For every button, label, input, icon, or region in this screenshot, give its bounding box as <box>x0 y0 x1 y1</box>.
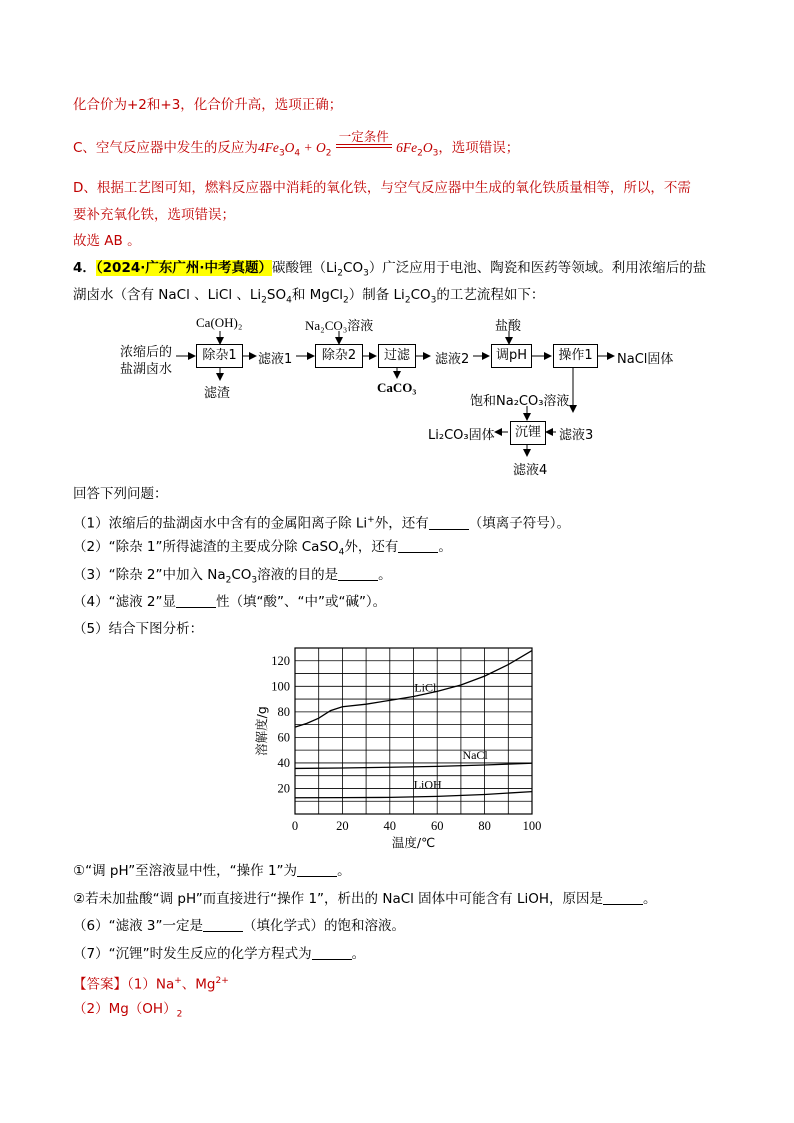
stem-sub: 3 <box>363 268 369 279</box>
answer-blank[interactable] <box>297 863 337 877</box>
residue-label: 滤渣 <box>204 386 231 401</box>
step-box-purify1: 除杂1 <box>196 344 243 368</box>
q1-text: 外，还有 <box>374 515 429 532</box>
precipitate-caco3: CaCO₃ <box>377 380 417 395</box>
product-nacl-solid: NaCl固体 <box>617 352 674 367</box>
filtrate2-label: 滤液2 <box>435 352 470 367</box>
question-6 <box>73 917 405 935</box>
stem-text: 和 MgCl <box>291 287 344 303</box>
question-4-line2 <box>73 286 544 310</box>
step-box-purify2: 除杂2 <box>315 344 363 368</box>
q3-text: （3）“除杂 2”中加入 Na <box>73 567 226 583</box>
q4-text: （4）“滤液 2”显 <box>73 594 176 610</box>
q6-text: （填化学式）的饱和溶液。 <box>242 918 405 934</box>
answer-text: （1）Na <box>127 976 175 993</box>
filtrate1-label: 滤液1 <box>258 352 293 367</box>
q5-1-text: 。 <box>337 863 351 879</box>
prev-option-c <box>73 129 520 163</box>
answer-sup: 2+ <box>215 976 229 986</box>
stem-text: ）制备 Li <box>348 287 405 303</box>
question-3 <box>73 566 392 590</box>
q1-sup: + <box>367 515 375 525</box>
stem-text: SO <box>266 287 287 303</box>
question-number: 4． <box>73 260 96 276</box>
q5-2-text: 。 <box>643 891 657 907</box>
eq-right-o: O <box>422 140 433 155</box>
series-label-nacl: NaCl <box>462 748 488 763</box>
series-label-lioh: LiOH <box>413 777 442 792</box>
prev-option-d-line2: 要补充氧化铁，选项错误； <box>73 207 235 223</box>
answer-blank[interactable] <box>203 918 243 932</box>
step-box-operation1: 操作1 <box>553 344 598 368</box>
stem-text: ）广泛应用于电池、陶瓷和医药等领域。利用浓缩后的盐 <box>368 260 707 276</box>
answer-blank[interactable] <box>338 567 378 581</box>
q7-text: （7）“沉锂”时发生反应的化学方程式为 <box>73 946 312 962</box>
y-tick-label: 60 <box>277 730 290 745</box>
stem-text: 碳酸锂（Li <box>272 260 338 276</box>
questions-intro: 回答下列问题： <box>73 486 168 502</box>
answer-label: 【答案】 <box>73 976 127 993</box>
filtrate3-label: 滤液3 <box>559 428 594 443</box>
answer-text: （2）Mg（OH） <box>73 1001 177 1017</box>
y-tick-label: 120 <box>271 653 290 668</box>
q7-text: 。 <box>351 946 366 962</box>
step-box-lithium-precipitation: 沉锂 <box>510 421 546 445</box>
q2-text: （2）“除杂 1”所得滤渣的主要成分除 CaSO <box>73 539 339 555</box>
flow-start-line1: 浓缩后的 <box>120 345 173 360</box>
eq-o2-sub: 2 <box>325 148 332 159</box>
step-box-filter: 过滤 <box>378 344 416 368</box>
q3-text: CO <box>231 567 252 583</box>
solubility-chart <box>250 640 550 855</box>
stem-text: 湖卤水（含有 NaCl 、LiCl 、Li <box>73 287 262 303</box>
q6-text: （6）“滤液 3”一定是 <box>73 918 203 934</box>
q3-text: 。 <box>378 567 392 583</box>
reagent-hcl: 盐酸 <box>495 319 522 334</box>
question-5-2 <box>73 890 657 908</box>
eq-left-fe: Fe <box>264 140 279 155</box>
reagent-caoh2: Ca(OH)₂ <box>196 315 243 330</box>
eq-right-coef: 6 <box>396 140 403 155</box>
q2-text: 外，还有 <box>344 539 399 555</box>
x-axis-label: 温度/℃ <box>391 835 436 850</box>
q5-1-text: ①“调 pH”至溶液显中性，“操作 1”为 <box>73 863 298 879</box>
answer-line-1 <box>73 972 229 994</box>
reagent-na2co3: Na₂CO₃溶液 <box>305 318 374 333</box>
stem-sub: 2 <box>343 295 349 306</box>
y-axis-label: 溶解度/g <box>254 706 269 756</box>
question-source: （2024·广东广州·中考真题） <box>95 260 272 276</box>
eq-left-o: O <box>284 140 295 155</box>
question-5: （5）结合下图分析： <box>73 621 204 637</box>
y-tick-label: 40 <box>277 755 290 770</box>
q4-text: 性（填“酸”、“中”或“碱”）。 <box>215 594 387 610</box>
answer-blank[interactable] <box>603 891 643 905</box>
filtrate4-label: 滤液4 <box>513 463 548 478</box>
solubility-chart-svg <box>250 640 550 855</box>
answer-blank[interactable] <box>398 539 438 553</box>
eq-left-coef: 4 <box>257 140 265 155</box>
question-1 <box>73 511 570 533</box>
reaction-condition <box>336 129 392 154</box>
answer-blank[interactable] <box>312 946 352 960</box>
x-tick-label: 20 <box>336 819 349 833</box>
eq-right-fe: Fe <box>402 140 418 155</box>
option-c-prefix: C、空气反应器中发生的反应为 <box>73 140 258 156</box>
x-tick-label: 80 <box>478 819 491 833</box>
question-4-line1 <box>73 259 706 283</box>
q3-sub: 3 <box>251 575 258 586</box>
stem-sub: 2 <box>404 295 411 306</box>
question-2 <box>73 538 452 562</box>
stem-text: CO <box>410 287 431 303</box>
stem-sub: 3 <box>430 295 437 306</box>
y-tick-label: 100 <box>271 679 290 694</box>
x-tick-label: 0 <box>291 819 299 833</box>
y-tick-label: 80 <box>277 704 290 719</box>
x-tick-label: 40 <box>383 819 397 833</box>
reagent-saturated-na2co3: 饱和Na₂CO₃溶液 <box>470 394 570 409</box>
y-tick-label: 20 <box>277 781 290 796</box>
prev-option-d-line1: D、根据工艺图可知，燃料反应器中消耗的氧化铁，与空气反应器中生成的氧化铁质量相等，所以，不需 <box>73 180 691 196</box>
eq-right-sub1: 2 <box>417 148 423 159</box>
answer-text: 、Mg <box>181 976 216 993</box>
prev-line-1: 化合价为+2和+3，化合价升高，选项正确； <box>73 97 343 113</box>
q1-text: （1）浓缩后的盐湖卤水中含有的金属阳离子除 Li <box>73 515 368 532</box>
step-box-adjust-ph: 调pH <box>491 344 532 368</box>
eq-right-sub2: 3 <box>432 148 439 159</box>
q3-text: 溶液的目的是 <box>257 567 339 583</box>
q2-text: 。 <box>438 539 452 555</box>
x-tick-label: 60 <box>430 819 444 833</box>
stem-sub: 4 <box>286 295 292 306</box>
answer-sup: + <box>174 976 182 986</box>
option-c-suffix: ，选项错误； <box>438 140 520 156</box>
answer-sub: 2 <box>176 1009 183 1020</box>
eq-left-sub1: 3 <box>278 148 285 159</box>
answer-blank[interactable] <box>176 594 216 608</box>
q3-sub: 2 <box>225 575 232 586</box>
condition-text: 一定条件 <box>338 129 389 144</box>
series-label-licl: LiCl <box>414 680 437 695</box>
q5-2-text: ②若未加盐酸“调 pH”而直接进行“操作 1”，析出的 NaCl 固体中可能含有 LiOH，原因是 <box>73 891 604 907</box>
stem-text: CO <box>343 260 364 276</box>
answer-blank[interactable] <box>429 516 469 530</box>
q2-sub: 4 <box>338 547 345 558</box>
product-li2co3-solid: Li₂CO₃固体 <box>428 428 495 443</box>
question-5-1 <box>73 862 351 880</box>
stem-sub: 2 <box>261 295 267 306</box>
question-7 <box>73 945 365 963</box>
stem-sub: 2 <box>337 268 344 279</box>
prev-final-answer: 故选 AB 。 <box>73 233 141 249</box>
question-4-sub <box>73 593 386 611</box>
x-tick-label: 100 <box>522 819 542 833</box>
flow-start-line2: 盐湖卤水 <box>120 362 173 377</box>
eq-plus-o2: + O <box>300 140 326 155</box>
q1-text: （填离子符号）。 <box>468 515 570 532</box>
eq-left-sub2: 4 <box>294 148 301 159</box>
stem-text: 的工艺流程如下： <box>436 287 545 303</box>
answer-line-2 <box>73 1000 182 1024</box>
